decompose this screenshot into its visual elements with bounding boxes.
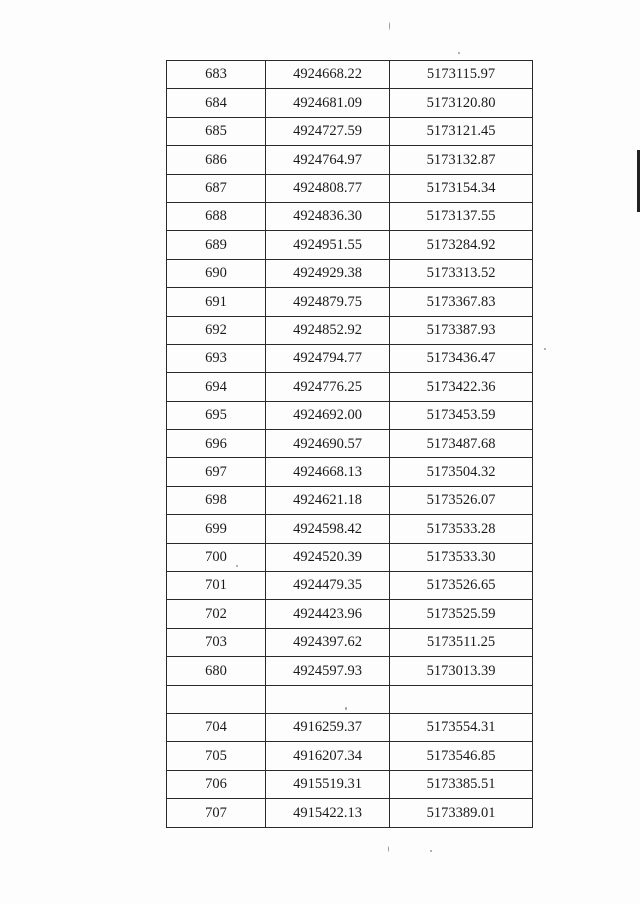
y-coordinate-cell: 5173526.65 bbox=[390, 572, 533, 600]
x-coordinate-cell: 4924764.97 bbox=[266, 146, 390, 174]
table-row bbox=[167, 202, 533, 230]
x-coordinate-cell: 4924692.00 bbox=[266, 401, 390, 429]
table-row bbox=[167, 770, 533, 798]
x-coordinate-cell: 4924690.57 bbox=[266, 430, 390, 458]
table-row bbox=[167, 458, 533, 486]
table-row bbox=[167, 600, 533, 628]
point-number-cell: 689 bbox=[167, 231, 266, 259]
point-number-cell: 696 bbox=[167, 430, 266, 458]
table-row bbox=[167, 713, 533, 741]
table-row bbox=[167, 430, 533, 458]
x-coordinate-cell: 4924668.13 bbox=[266, 458, 390, 486]
x-coordinate-cell: 4924597.93 bbox=[266, 657, 390, 685]
scan-speck bbox=[388, 846, 389, 852]
table-row bbox=[167, 231, 533, 259]
table-row bbox=[167, 61, 533, 89]
x-coordinate-cell: 4924397.62 bbox=[266, 628, 390, 656]
point-number-cell: 705 bbox=[167, 742, 266, 770]
x-coordinate-cell: 4916207.34 bbox=[266, 742, 390, 770]
point-number-cell: 702 bbox=[167, 600, 266, 628]
table-row bbox=[167, 742, 533, 770]
table-row bbox=[167, 799, 533, 827]
point-number-cell: 701 bbox=[167, 572, 266, 600]
table-row bbox=[167, 685, 533, 713]
table-row bbox=[167, 486, 533, 514]
y-coordinate-cell: 5173154.34 bbox=[390, 174, 533, 202]
x-coordinate-cell: 4916259.37 bbox=[266, 713, 390, 741]
x-coordinate-cell: 4924621.18 bbox=[266, 486, 390, 514]
x-coordinate-cell: 4924879.75 bbox=[266, 288, 390, 316]
point-number-cell: 690 bbox=[167, 259, 266, 287]
y-coordinate-cell: 5173137.55 bbox=[390, 202, 533, 230]
y-coordinate-cell: 5173546.85 bbox=[390, 742, 533, 770]
point-number-cell: 697 bbox=[167, 458, 266, 486]
y-coordinate-cell: 5173525.59 bbox=[390, 600, 533, 628]
table-row bbox=[167, 288, 533, 316]
table-row bbox=[167, 401, 533, 429]
table-row bbox=[167, 316, 533, 344]
point-number-cell: 695 bbox=[167, 401, 266, 429]
scan-speck bbox=[544, 348, 546, 350]
y-coordinate-cell: 5173385.51 bbox=[390, 770, 533, 798]
coordinates-table-body bbox=[167, 61, 533, 828]
point-number-cell: 707 bbox=[167, 799, 266, 827]
y-coordinate-cell: 5173511.25 bbox=[390, 628, 533, 656]
x-coordinate-cell: 4924808.77 bbox=[266, 174, 390, 202]
y-coordinate-cell: 5173453.59 bbox=[390, 401, 533, 429]
point-number-cell: 683 bbox=[167, 61, 266, 89]
x-coordinate-cell: 4924776.25 bbox=[266, 373, 390, 401]
table-row bbox=[167, 344, 533, 372]
y-coordinate-cell: 5173422.36 bbox=[390, 373, 533, 401]
point-number-cell: 700 bbox=[167, 543, 266, 571]
point-number-cell: 680 bbox=[167, 657, 266, 685]
y-coordinate-cell: 5173132.87 bbox=[390, 146, 533, 174]
y-coordinate-cell: 5173115.97 bbox=[390, 61, 533, 89]
table-row bbox=[167, 89, 533, 117]
x-coordinate-cell: 4924794.77 bbox=[266, 344, 390, 372]
table-row bbox=[167, 657, 533, 685]
table-row bbox=[167, 146, 533, 174]
point-number-cell: 685 bbox=[167, 117, 266, 145]
point-number-cell: 692 bbox=[167, 316, 266, 344]
point-number-cell: 699 bbox=[167, 515, 266, 543]
point-number-cell: 693 bbox=[167, 344, 266, 372]
point-number-cell: 704 bbox=[167, 713, 266, 741]
x-coordinate-cell: 4924598.42 bbox=[266, 515, 390, 543]
point-number-cell: 698 bbox=[167, 486, 266, 514]
point-number-cell: 686 bbox=[167, 146, 266, 174]
point-number-cell: 706 bbox=[167, 770, 266, 798]
x-coordinate-cell: 4915519.31 bbox=[266, 770, 390, 798]
point-number-cell: 703 bbox=[167, 628, 266, 656]
x-coordinate-cell: 4924727.59 bbox=[266, 117, 390, 145]
scan-speck bbox=[236, 565, 238, 567]
x-coordinate-cell: 4924423.96 bbox=[266, 600, 390, 628]
table-row bbox=[167, 515, 533, 543]
table-row bbox=[167, 373, 533, 401]
point-number-cell: 684 bbox=[167, 89, 266, 117]
y-coordinate-cell: 5173387.93 bbox=[390, 316, 533, 344]
y-coordinate-cell: 5173013.39 bbox=[390, 657, 533, 685]
y-coordinate-cell: 5173367.83 bbox=[390, 288, 533, 316]
point-number-cell: 688 bbox=[167, 202, 266, 230]
x-coordinate-cell: 4924852.92 bbox=[266, 316, 390, 344]
scan-speck bbox=[389, 22, 390, 30]
x-coordinate-cell: 4924668.22 bbox=[266, 61, 390, 89]
y-coordinate-cell: 5173284.92 bbox=[390, 231, 533, 259]
x-coordinate-cell: 4915422.13 bbox=[266, 799, 390, 827]
table-row bbox=[167, 543, 533, 571]
y-coordinate-cell: 5173389.01 bbox=[390, 799, 533, 827]
point-number-cell: 694 bbox=[167, 373, 266, 401]
x-coordinate-cell: 4924929.38 bbox=[266, 259, 390, 287]
table-row bbox=[167, 117, 533, 145]
x-coordinate-cell: 4924836.30 bbox=[266, 202, 390, 230]
x-coordinate-cell: 4924520.39 bbox=[266, 543, 390, 571]
y-coordinate-cell: 5173533.30 bbox=[390, 543, 533, 571]
scan-speck bbox=[458, 52, 460, 54]
y-coordinate-cell: 5173313.52 bbox=[390, 259, 533, 287]
y-coordinate-cell: 5173533.28 bbox=[390, 515, 533, 543]
scan-speck bbox=[345, 707, 347, 710]
x-coordinate-cell: 4924479.35 bbox=[266, 572, 390, 600]
table-row bbox=[167, 628, 533, 656]
y-coordinate-cell: 5173121.45 bbox=[390, 117, 533, 145]
y-coordinate-cell: 5173504.32 bbox=[390, 458, 533, 486]
scan-speck bbox=[430, 850, 432, 852]
table-row bbox=[167, 174, 533, 202]
y-coordinate-cell bbox=[390, 685, 533, 713]
y-coordinate-cell: 5173526.07 bbox=[390, 486, 533, 514]
table-row bbox=[167, 259, 533, 287]
y-coordinate-cell: 5173487.68 bbox=[390, 430, 533, 458]
x-coordinate-cell: 4924681.09 bbox=[266, 89, 390, 117]
x-coordinate-cell: 4924951.55 bbox=[266, 231, 390, 259]
x-coordinate-cell bbox=[266, 685, 390, 713]
table-row bbox=[167, 572, 533, 600]
point-number-cell bbox=[167, 685, 266, 713]
y-coordinate-cell: 5173554.31 bbox=[390, 713, 533, 741]
y-coordinate-cell: 5173436.47 bbox=[390, 344, 533, 372]
point-number-cell: 691 bbox=[167, 288, 266, 316]
point-number-cell: 687 bbox=[167, 174, 266, 202]
y-coordinate-cell: 5173120.80 bbox=[390, 89, 533, 117]
coordinates-table bbox=[166, 60, 533, 828]
